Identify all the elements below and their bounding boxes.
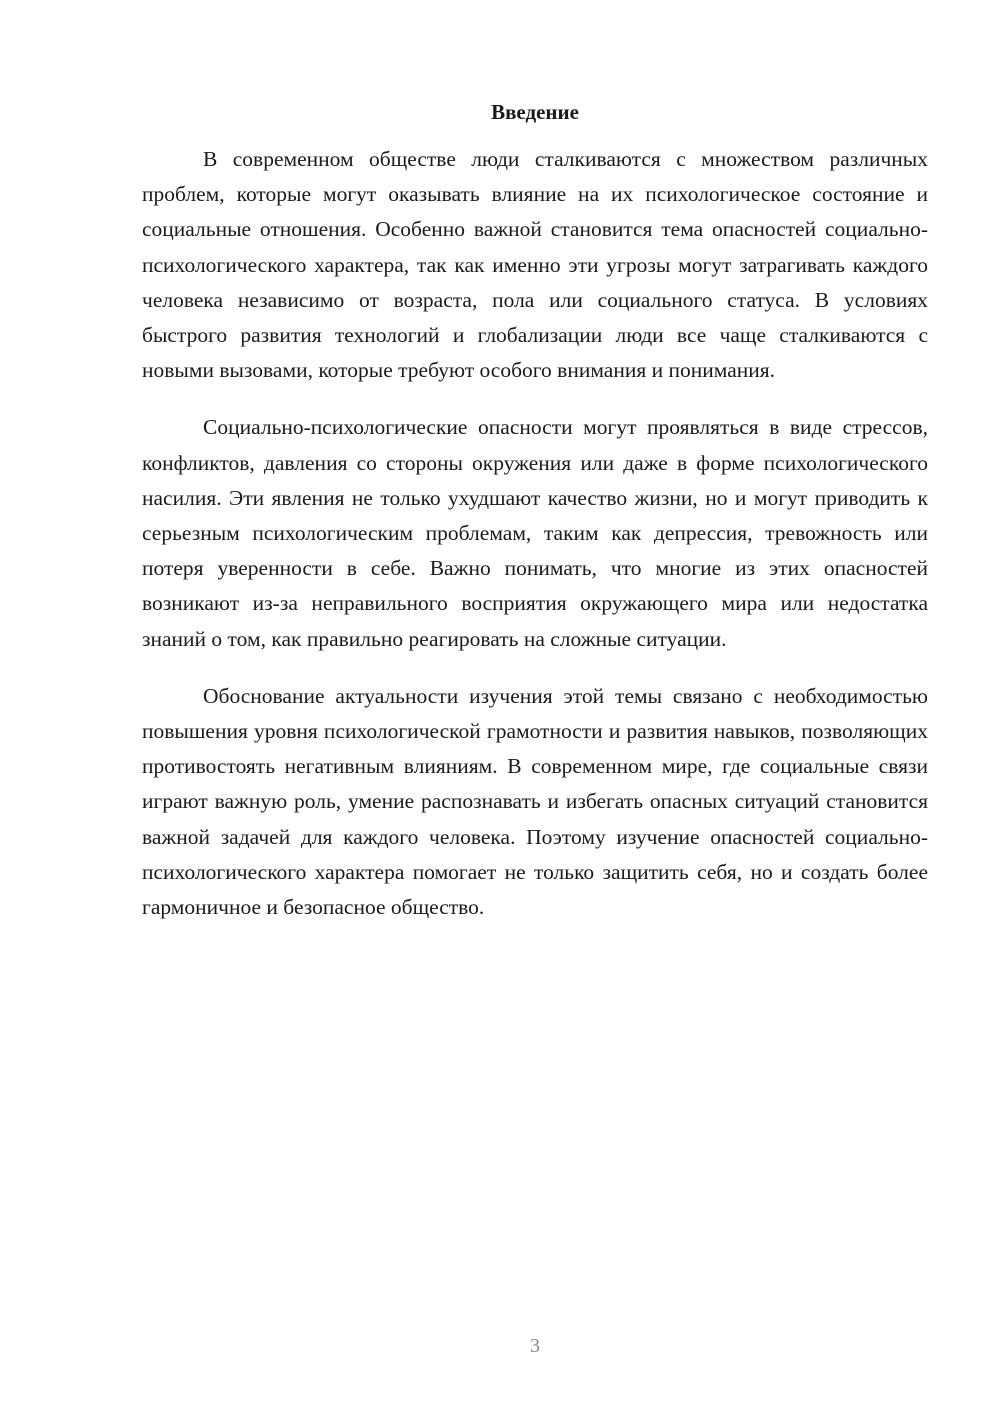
section-title: Введение (491, 100, 579, 124)
paragraph-3: Обоснование актуальности изучения этой темы связано с необходимостью повышения уровня психологической грамотности и развития навыков, позволяющих противостоять негативным влияниям. В современном мире, где социальные связи играют важную роль, умение распознавать и избегать опасных ситуаций становится важной задачей для каждого человека. Поэтому изучение опасностей социально-психологического характера помогает не только защитить себя, но и создать более гармоничное и безопасное общество. (142, 683, 928, 920)
page-number: 3 (530, 1335, 540, 1357)
body-text (142, 142, 928, 947)
paragraph-1: В современном обществе люди сталкиваются с множеством различных проблем, которые могут оказывать влияние на их психологическое состояние и социальные отношения. Особенно важной становится тема опасностей социально-психологического характера, так как именно эти угрозы могут затрагивать каждого человека независимо от возраста, пола или социального статуса. В условиях быстрого развития технологий и глобализации люди все чаще сталкиваются с новыми вызовами, которые требуют особого внимания и понимания. (142, 147, 928, 383)
paragraph-2: Социально-психологические опасности могут проявляться в виде стрессов, конфликтов, давления со стороны окружения или даже в форме психологического насилия. Эти явления не только ухудшают качество жизни, но и могут приводить к серьезным психологическим проблемам, таким как депрессия, тревожность или потеря уверенности в себе. Важно понимать, что многие из этих опасностей возникают из-за неправильного восприятия окружающего мира или недостатка знаний о том, как правильно реагировать на сложные ситуации. (142, 415, 928, 651)
